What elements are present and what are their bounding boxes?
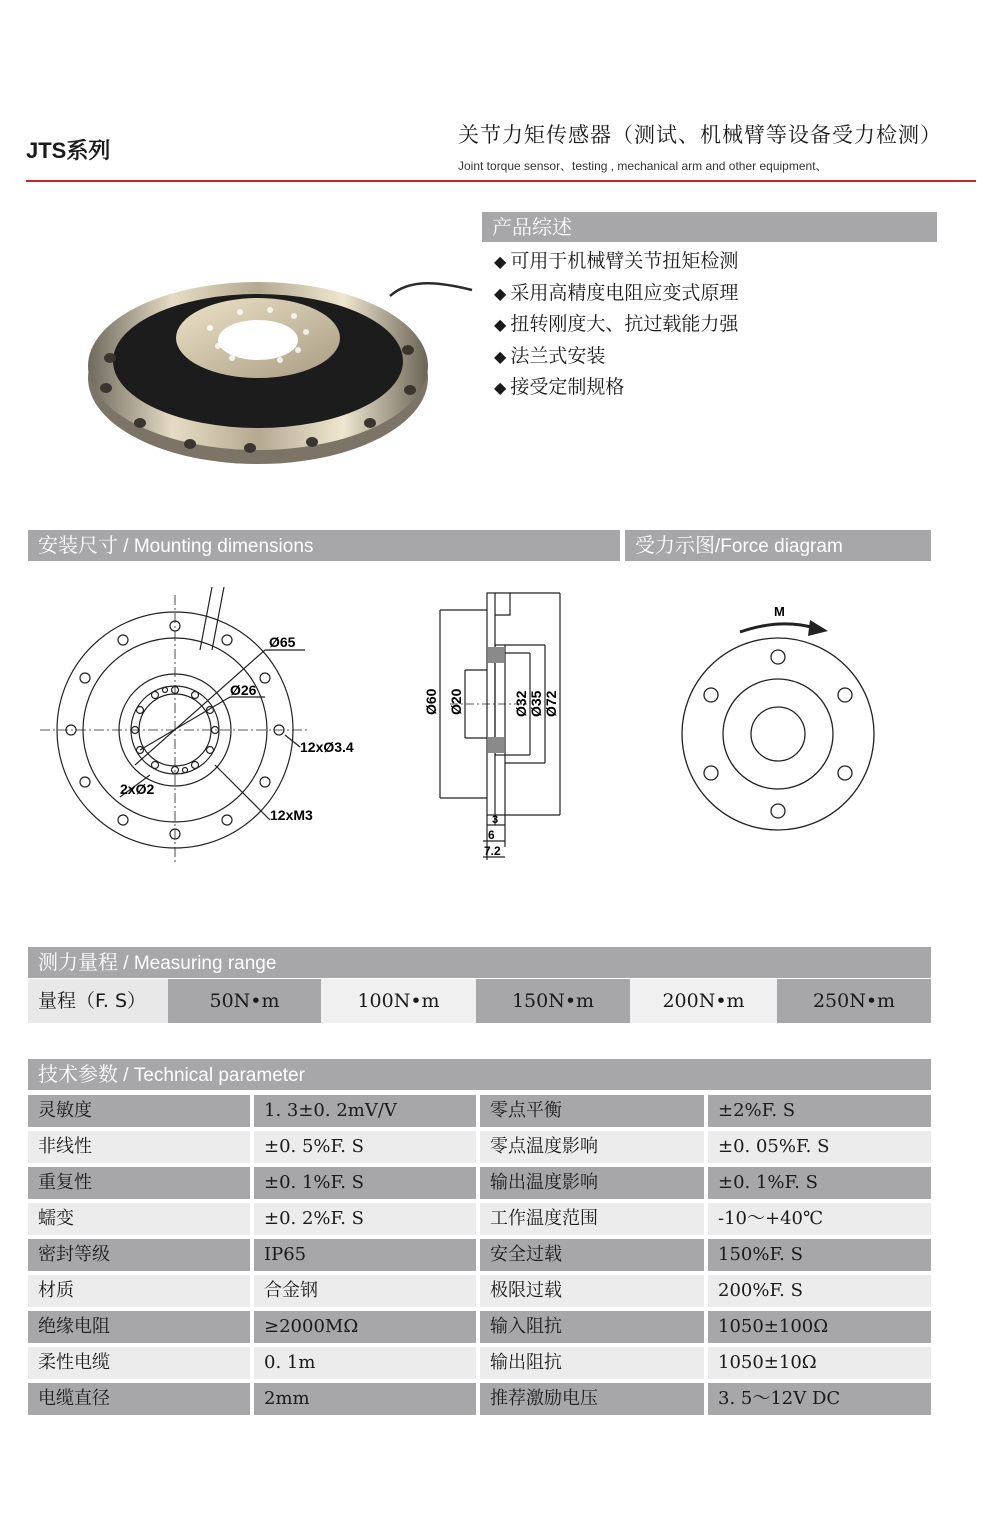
- range-value: 100N•m: [321, 979, 476, 1023]
- table-row: 绝缘电阻 ≥2000MΩ 输入阻抗 1050±100Ω: [28, 1311, 931, 1343]
- range-value: 250N•m: [777, 979, 931, 1023]
- overview-title: 产品综述: [492, 215, 572, 239]
- diamond-bullet-icon: ◆: [494, 378, 507, 397]
- mounting-title-en: Mounting dimensions: [133, 536, 314, 557]
- feature-item: ◆ 采用高精度电阻应变式原理: [494, 278, 738, 310]
- product-title-en: Joint torque sensor、testing , mechanical arm and other equipment、: [458, 159, 828, 173]
- feature-item: ◆ 法兰式安装: [494, 341, 738, 373]
- label-holes-outer: 12xØ3.4: [300, 739, 354, 755]
- tech-title-en: Technical parameter: [133, 1065, 305, 1086]
- range-value: 50N•m: [168, 979, 321, 1023]
- tech-header: 技术参数 / Technical parameter: [28, 1059, 931, 1090]
- table-row: 灵敏度 1. 3±0. 2mV/V 零点平衡 ±2%F. S: [28, 1095, 931, 1127]
- mounting-header: 安装尺寸 / Mounting dimensions: [28, 530, 620, 561]
- table-row: 密封等级 IP65 安全过载 150%F. S: [28, 1239, 931, 1271]
- label-d20: Ø20: [448, 688, 464, 715]
- label-d35: Ø35: [528, 690, 544, 717]
- overview-header: [482, 212, 937, 242]
- product-title-cn: 关节力矩传感器（测试、机械臂等设备受力检测）: [458, 123, 942, 147]
- diamond-bullet-icon: ◆: [494, 283, 507, 303]
- side-view-drawing: [410, 585, 590, 865]
- header-divider: [26, 180, 976, 182]
- label-d72: Ø72: [543, 690, 559, 717]
- table-row: 蠕变 ±0. 2%F. S 工作温度范围 -10～+40℃: [28, 1203, 931, 1235]
- range-title-en: Measuring range: [133, 953, 277, 974]
- table-row: 重复性 ±0. 1%F. S 输出温度影响 ±0. 1%F. S: [28, 1167, 931, 1199]
- label-d26: Ø26: [230, 682, 257, 698]
- range-header: 测力量程 / Measuring range: [28, 947, 931, 978]
- feature-item: ◆ 扭转刚度大、抗过载能力强: [494, 309, 738, 341]
- moment-label: M: [774, 604, 785, 619]
- diamond-bullet-icon: ◆: [494, 315, 507, 334]
- label-t72: 7.2: [484, 844, 501, 858]
- force-header: 受力示图/Force diagram: [625, 530, 931, 561]
- label-d65: Ø65: [269, 634, 296, 650]
- label-t6: 6: [488, 828, 495, 842]
- feature-item: ◆ 可用于机械臂关节扭矩检测: [494, 246, 738, 278]
- series-name: JTS系列: [26, 138, 111, 163]
- range-value: 150N•m: [476, 979, 630, 1023]
- table-row: 非线性 ±0. 5%F. S 零点温度影响 ±0. 05%F. S: [28, 1131, 931, 1163]
- label-d60: Ø60: [423, 688, 439, 715]
- front-view-drawing: [40, 575, 370, 875]
- diamond-bullet-icon: ◆: [494, 252, 507, 271]
- range-label: 量程（F. S）: [28, 979, 168, 1023]
- range-value: 200N•m: [630, 979, 777, 1023]
- tech-table: [28, 1095, 931, 1419]
- table-row: 柔性电缆 0. 1m 输出阻抗 1050±10Ω: [28, 1347, 931, 1379]
- label-t3: 3: [492, 814, 499, 826]
- label-d32: Ø32: [513, 690, 529, 717]
- force-diagram: [670, 598, 890, 838]
- table-row: 电缆直径 2mm 推荐激励电压 3. 5～12V DC: [28, 1383, 931, 1415]
- product-photo: [80, 268, 480, 473]
- diamond-bullet-icon: ◆: [494, 346, 507, 366]
- feature-item: ◆ 接受定制规格: [494, 372, 738, 404]
- label-threads: 12xM3: [270, 807, 313, 823]
- range-row: [28, 979, 931, 1023]
- label-holes-small: 2xØ2: [120, 781, 155, 797]
- table-row: 材质 合金钢 极限过载 200%F. S: [28, 1275, 931, 1307]
- feature-list: [494, 246, 738, 404]
- moment-arrow-icon: [740, 624, 815, 632]
